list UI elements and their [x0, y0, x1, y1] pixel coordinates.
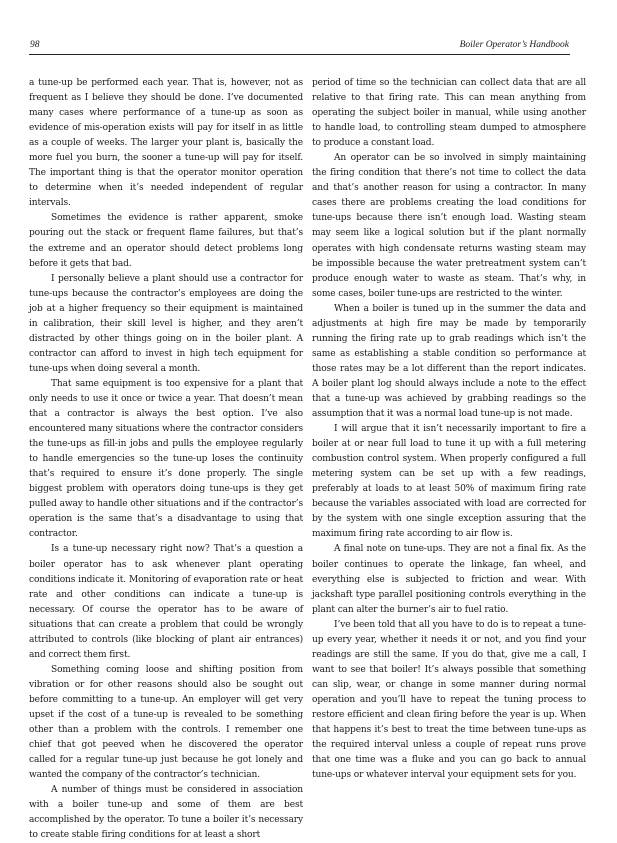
paragraph: I personally believe a plant should use a contractor for tune-ups because the contractor’s employees are doing the job at a higher frequency so their equipment is maintained in calibration, their skill level is higher, and they aren’t distracted by other things going on in the boiler plant. A contractor can afford to invest in high tech equipment for tune-ups when doing several a month.	[29, 273, 303, 374]
right-column	[312, 76, 586, 783]
paragraph: Sometimes the evidence is rather apparent, smoke pouring out the stack or frequent flame failures, but that’s the extreme and an operator should detect problems long before it gets that bad.	[29, 213, 303, 269]
paragraph: Something coming loose and shifting position from vibration or for other reasons should also be sought out before committing to a tune-up. An employer will get very upset if the cost of a tune-up is revealed to be something other than a problem with the controls. I remember one chief that got peeved when he discovered the operator called for a regular tune-up just because he got lonely and wanted the company of the contractor’s technician.	[29, 664, 303, 781]
book-title: Boiler Operator’s Handbook	[459, 40, 569, 50]
paragraph: a tune-up be performed each year. That is, however, not as frequent as I believe they should be done. I’ve documented many cases where performance of a tune-up as soon as evidence of mis-operation exists will pay for itself in as little as a couple of weeks. The larger your plant is, basically the more fuel you burn, the sooner a tune-up will pay for itself. The important thing is that the operator monitor operation to determine when it’s needed independent of regular intervals.	[29, 78, 303, 209]
paragraph: Is a tune-up necessary right now? That’s a question a boiler operator has to ask whenever plant operating conditions indicate it. Monitoring of evaporation rate or heat rate and other conditions can indicate a tune-up is necessary. Of course the operator has to be aware of situations that can create a problem that could be wrongly attributed to controls (like blocking of plant air entrances) and correct them first.	[29, 544, 303, 660]
paragraph: I’ve been told that all you have to do is to repeat a tune-up every year, whether it needs it or not, and you find your readings are still the same. If you do that, give me a call, I want to see that boiler! It’s always possible that something can slip, wear, or change in some manner during normal operation and you’ll have to repeat the tuning process to restore efficient and clean firing before the year is up. When that happens it’s best to treat the time between tune-ups as the required interval unless a couple of repeat runs prove that one time was a fluke and you can go back to annual tune-ups or whatever interval your equipment sets for you.	[312, 619, 586, 781]
paragraph: I will argue that it isn’t necessarily important to fire a boiler at or near full load to tune it up with a full metering combustion control system. When properly configured a full metering system can be set up with a few readings, preferably at loads to at least 50% of maximum firing rate because the variables associated with load are corrected for by the system with one single exception assuring that the maximum firing rate according to air flow is.	[312, 424, 586, 540]
paragraph: A number of things must be considered in association with a boiler tune-up and some of them are best accomplished by the operator. To tune a boiler it’s necessary to create stable firing conditions for at least a short	[29, 785, 303, 841]
running-header	[29, 40, 570, 55]
left-column	[29, 76, 303, 843]
paragraph: period of time so the technician can collect data that are all relative to that firing rate. This can mean anything from operating the subject boiler in manual, while using another to handle load, to controlling steam dumped to atmosphere to produce a constant load.	[312, 78, 586, 149]
paragraph: A final note on tune-ups. They are not a final fix. As the boiler continues to operate the linkage, fan wheel, and everything else is subjected to friction and wear. With jackshaft type parallel positioning controls everything in the plant can alter the burner’s air to fuel ratio.	[312, 544, 586, 615]
paragraph: When a boiler is tuned up in the summer the data and adjustments at high fire may be made by temporarily running the firing rate up to grab readings which isn’t the same as establishing a stable condition so performance at those rates may be a lot different than the report indicates. A boiler plant log should always include a note to the effect that a tune-up was achieved by grabbing readings so the assumption that it was a normal load tune-up is not made.	[312, 303, 586, 420]
paragraph: That same equipment is too expensive for a plant that only needs to use it once or twice a year. That doesn’t mean that a contractor is always the best option. I’ve also encountered many situations where the contractor considers the tune-ups as fill-in jobs and pulls the employee regularly to handle emergencies so the tune-up loses the continuity that’s required to ensure it’s done properly. The single biggest problem with operators doing tune-ups is they get pulled away to handle other situations and if the contractor’s operation is the same that’s a disadvantage to using that contractor.	[29, 378, 303, 540]
page-number: 98	[30, 40, 40, 50]
paragraph: An operator can be so involved in simply maintaining the firing condition that there’s not time to collect the data and that’s another reason for using a contractor. In many cases there are problems creating the load conditions for tune-ups because there isn’t enough load. Wasting steam may seem like a logical solution but if the plant normally operates with high condensate returns wasting steam may be impossible because the water pretreatment system can’t produce enough water to waste as steam. That’s why, in some cases, boiler tune-ups are restricted to the winter.	[312, 153, 586, 299]
